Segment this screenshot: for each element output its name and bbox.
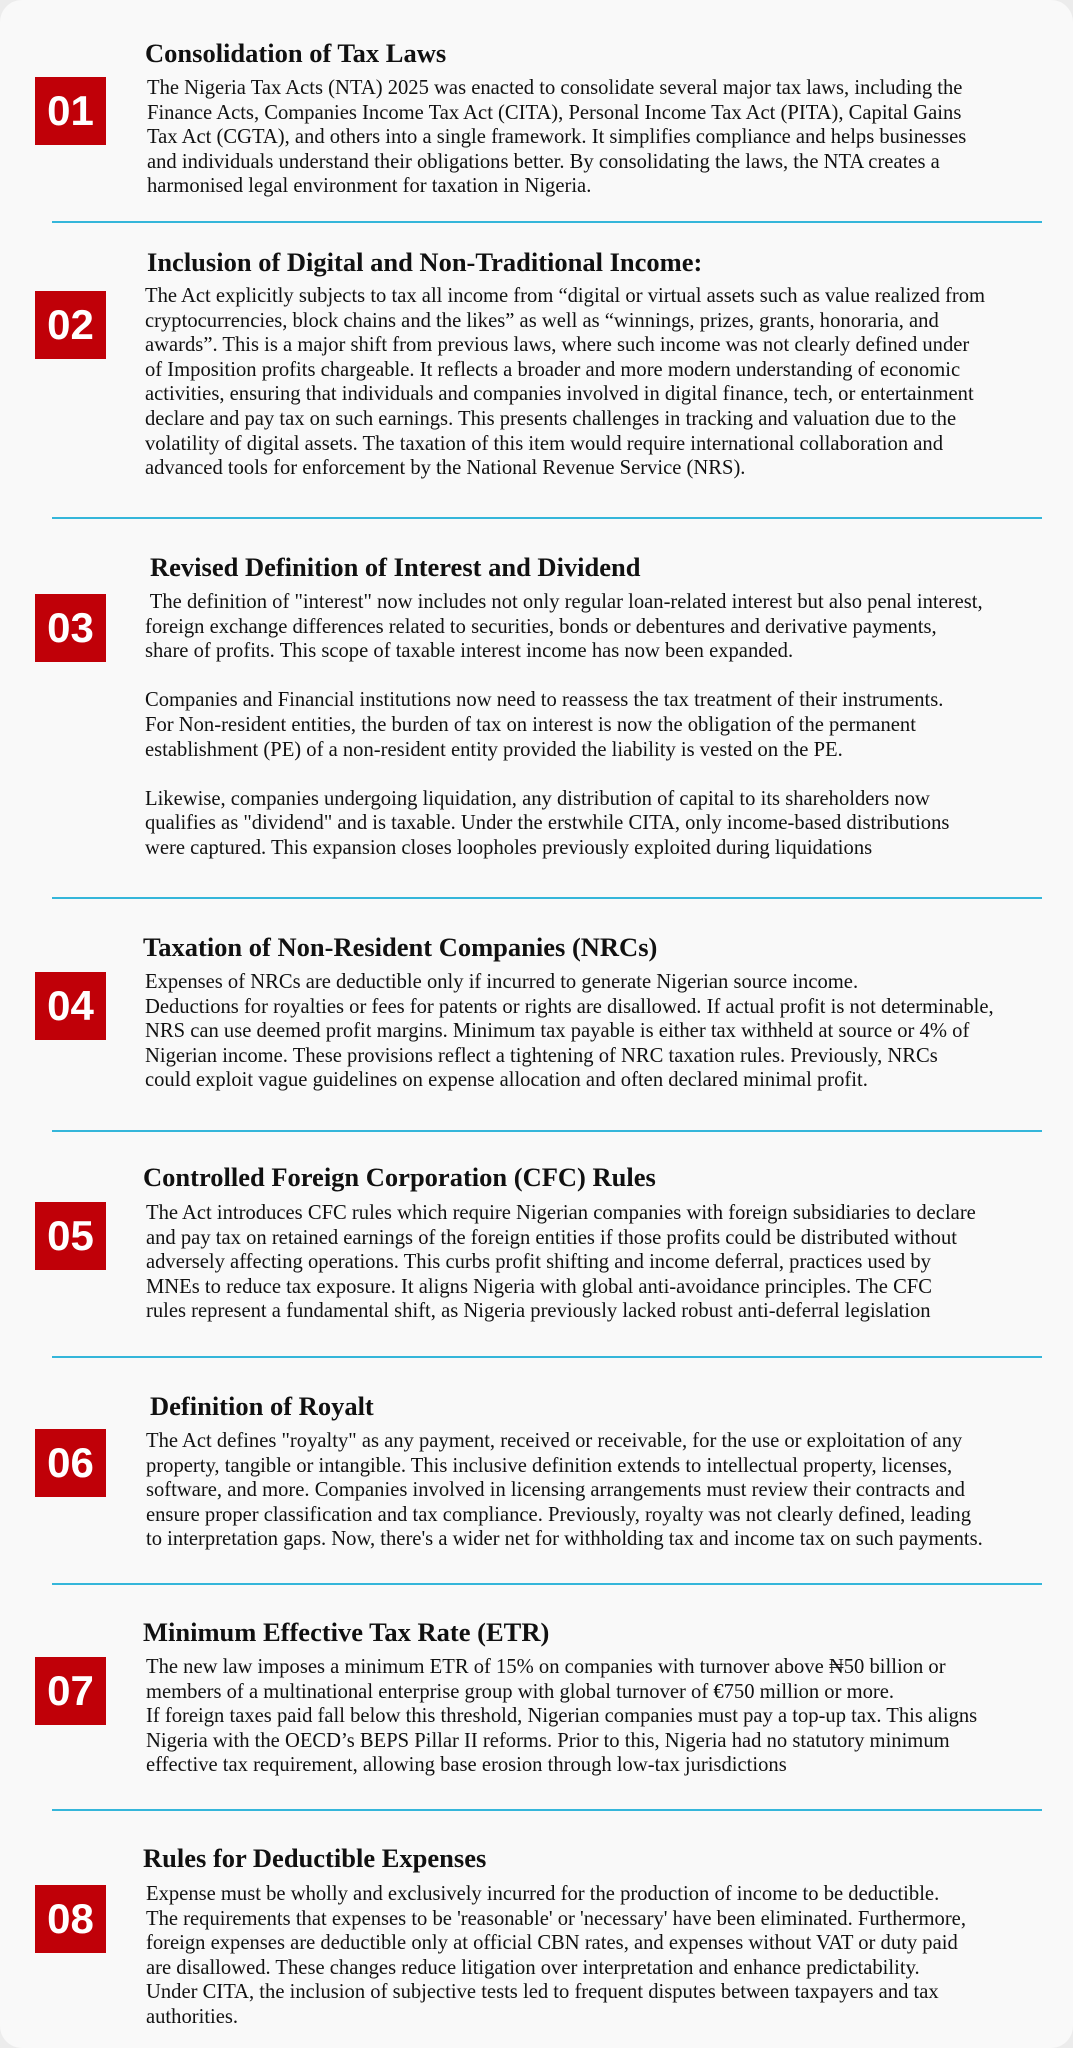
body-line: and individuals understand their obligations better. By consolidating the laws, the NTA creates a [147,150,940,173]
section-number-badge: 05 [35,1202,106,1270]
section-number-badge: 03 [35,594,106,662]
section-title: Controlled Foreign Corporation (CFC) Rules [143,1162,656,1192]
body-line: authorities. [146,2005,239,2028]
section-title: Revised Definition of Interest and Dividend [150,552,641,582]
body-line: property, tangible or intangible. This inclusive definition extends to intellectual property, licenses, [146,1454,953,1477]
section-body [146,1655,977,1778]
body-line: ensure proper classification and tax compliance. Previously, royalty was not clearly defined, leading [146,1503,971,1526]
body-line: Nigeria with the OECD’s BEPS Pillar II reforms. Prior to this, Nigeria had no statutory minimum [146,1729,950,1752]
section-body [146,1429,983,1552]
body-line: Expense must be wholly and exclusively incurred for the production of income to be deductible. [146,1883,940,1905]
body-line: members of a multinational enterprise group with global turnover of €750 million or more. [146,1680,895,1703]
body-line: The requirements that expenses to be 'reasonable' or 'necessary' have been eliminated. Furthermore, [146,1907,966,1930]
body-line: MNEs to reduce tax exposure. It aligns Nigeria with global anti-avoidance principles. The CFC [146,1275,932,1298]
section-number-badge: 07 [35,1657,106,1725]
body-line: rules represent a fundamental shift, as Nigeria previously lacked robust anti-deferral legislation [146,1300,931,1323]
section-divider [52,1583,1042,1585]
body-line: foreign exchange differences related to securities, bonds or debentures and derivative payments, [145,615,937,638]
section-number-badge: 08 [35,1885,106,1953]
body-line: For Non-resident entities, the burden of tax on interest is now the obligation of the permanent [145,713,916,736]
section-divider [52,221,1042,223]
section-number-badge: 06 [35,1429,106,1497]
body-line: Nigerian income. These provisions reflect a tightening of NRC taxation rules. Previously, NRCs [145,1044,938,1067]
section-divider [52,1130,1042,1132]
section-body [145,970,994,1093]
body-line: awards”. This is a major shift from previous laws, where such income was not clearly defined under [145,334,970,357]
body-line: and pay tax on retained earnings of the foreign entities if those profits could be distributed without [146,1226,957,1249]
section-divider [52,1809,1042,1811]
body-line: The new law imposes a minimum ETR of 15% on companies with turnover above ₦50 billion or [146,1656,946,1678]
section-title: Minimum Effective Tax Rate (ETR) [143,1617,550,1647]
body-line: advanced tools for enforcement by the National Revenue Service (NRS). [145,457,746,480]
section-body [145,284,985,481]
body-line: The Act explicitly subjects to tax all income from “digital or virtual assets such as value realized from [145,285,986,307]
section-divider [52,517,1042,519]
body-line: Likewise, companies undergoing liquidation, any distribution of capital to its shareholders now [145,787,930,810]
section-number-badge: 01 [35,77,106,145]
section-title: Definition of Royalt [150,1391,374,1421]
body-line: The definition of "interest" now includes not only regular loan-related interest but also penal interest, [145,591,983,613]
section-body [146,1201,976,1324]
section-body [147,76,966,199]
body-line: software, and more. Companies involved in licensing arrangements must review their contracts and [146,1479,965,1502]
body-line: are disallowed. These changes reduce litigation over interpretation and enhance predictability. [146,1956,920,1979]
section-number-badge: 04 [35,972,106,1040]
body-line: share of profits. This scope of taxable interest income has now been expanded. [145,640,794,663]
section-divider [52,897,1042,899]
body-line: Tax Act (CGTA), and others into a single framework. It simplifies compliance and helps businesses [147,126,967,149]
section-body [145,590,983,861]
body-line: harmonised legal environment for taxation in Nigeria. [147,175,592,198]
body-line: The Act introduces CFC rules which require Nigerian companies with foreign subsidiaries to declare [146,1202,976,1224]
body-line: NRS can use deemed profit margins. Minimum tax payable is either tax withheld at source or 4% of [145,1020,970,1043]
body-line: Expenses of NRCs are deductible only if incurred to generate Nigerian source income. [145,971,859,993]
body-line: establishment (PE) of a non-resident entity provided the liability is vested on the PE. [145,738,843,761]
section-body [146,1882,966,2030]
body-line: activities, ensuring that individuals and companies involved in digital finance, tech, or entertainment [145,383,974,406]
body-line: of Imposition profits chargeable. It reflects a broader and more modern understanding of economic [145,358,961,381]
body-line: If foreign taxes paid fall below this threshold, Nigerian companies must pay a top-up tax. This aligns [146,1705,978,1728]
body-line: Finance Acts, Companies Income Tax Act (CITA), Personal Income Tax Act (PITA), Capital Gains [147,101,962,124]
body-line: to interpretation gaps. Now, there's a wider net for withholding tax and income tax on such payments. [146,1528,983,1551]
body-line: Companies and Financial institutions now need to reassess the tax treatment of their instruments. [145,689,944,712]
body-line: could exploit vague guidelines on expense allocation and often declared minimal profit. [145,1069,868,1092]
section-number-badge: 02 [35,291,106,359]
body-line: were captured. This expansion closes loopholes previously exploited during liquidations [145,836,873,859]
section-title: Inclusion of Digital and Non-Traditional Income: [147,247,703,277]
section-title: Taxation of Non-Resident Companies (NRCs) [143,932,658,962]
body-line: cryptocurrencies, block chains and the likes” as well as “winnings, prizes, grants, honoraria, and [145,309,939,332]
body-line: foreign expenses are deductible only at official CBN rates, and expenses without VAT or duty paid [146,1932,958,1955]
body-line: adversely affecting operations. This curbs profit shifting and income deferral, practices used by [146,1251,931,1274]
body-line: The Act defines "royalty" as any payment, received or receivable, for the use or exploitation of any [146,1430,963,1452]
body-line: declare and pay tax on such earnings. This presents challenges in tracking and valuation due to the [145,407,957,430]
body-line: volatility of digital assets. The taxation of this item would require international collaboration and [145,432,944,455]
body-line: qualifies as "dividend" and is taxable. Under the erstwhile CITA, only income-based distributions [145,812,950,835]
body-line: effective tax requirement, allowing base erosion through low-tax jurisdictions [146,1754,787,1777]
body-line: Under CITA, the inclusion of subjective tests led to frequent disputes between taxpayers and tax [146,1981,939,2004]
body-line: The Nigeria Tax Acts (NTA) 2025 was enacted to consolidate several major tax laws, including the [147,77,963,99]
section-divider [52,1356,1042,1358]
section-title: Consolidation of Tax Laws [145,38,447,68]
body-line: Deductions for royalties or fees for patents or rights are disallowed. If actual profit is not determinable, [145,995,994,1018]
section-title: Rules for Deductible Expenses [143,1843,487,1873]
